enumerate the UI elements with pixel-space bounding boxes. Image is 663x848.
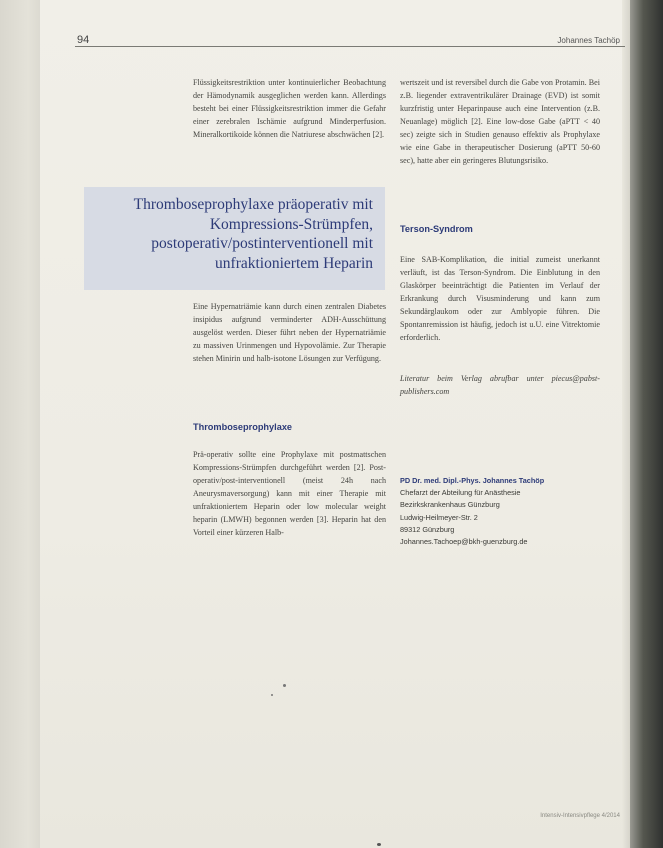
paragraph-text: Eine Hypernatriämie kann durch einen zentralen Diabetes insipidus aufgrund verminderter ADH-Ausschüttung ausgelöst werden. Dieser führt neben der Hypernatriämie zu massiven Urinmengen und Hypovolämie. Zur Therapie stehen Minirin und halb-isotone Lösungen zur Verfügung. (193, 302, 386, 363)
paragraph-thromboseprophylaxe (193, 448, 386, 539)
callout-title: Thromboseprophylaxe präoperativ mit Kompressions-Strümpfen, postoperativ/postinterventionell mit unfraktioniertem Heparin (133, 196, 373, 272)
callout-box (84, 187, 385, 290)
scan-speck (283, 684, 286, 687)
running-head: Johannes Tachöp (557, 36, 620, 45)
paragraph-terson (400, 253, 600, 344)
paragraph-heparin-continued (400, 76, 600, 167)
header-rule (75, 46, 625, 47)
literature-note (400, 372, 600, 398)
author-line: Ludwig-Heilmeyer-Str. 2 (400, 512, 478, 522)
scan-speck (377, 843, 381, 846)
author-line: Bezirkskrankenhaus Günzburg (400, 500, 500, 510)
author-block (400, 475, 605, 548)
footer-journal: Intensiv-Intensivpflege 4/2014 (540, 813, 620, 819)
literature-text: Literatur beim Verlag abrufbar unter piecus@pabst-publishers.com (400, 374, 600, 396)
book-gutter (630, 0, 663, 848)
paragraph-text: Prä-operativ sollte eine Prophylaxe mit postmattschen Kompressions-Strümpfen durchgeführt werden [2]. Post-operativ/post-interventionell (meist 24h nach Aneurysmaversorgung) kann mit einer Therapie mit unfraktioniertem Heparin oder low molecular weight heparin (LMWH) begonnen werden [3]. Heparin hat den Vorteil einer kürzeren Halb- (193, 450, 386, 537)
paragraph-text: Flüssigkeitsrestriktion unter kontinuierlicher Beobachtung der Hämodynamik ausgeglichen werden kann. Allerdings besteht bei einer Flüssigkeitsrestriktion immer die Gefahr einer zerebralen Ischämie aufgrund Minderperfusion. Mineralkortikoide können die Natriurese abschwächen [2]. (193, 78, 386, 139)
paragraph-text: wertszeit und ist reversibel durch die Gabe von Protamin. Bei z.B. liegender extraventrikulärer Drainage (EVD) ist somit kurzfristig unter Heparinpause auch eine Intervention (z.B. Neuanlage) möglich [2]. Eine low-dose Gabe (aPTT < 40 sec) zeigte sich in Studien genauso effektiv als Prophylaxe wie eine Gabe in therapeutischer Dosierung (aPTT 50-60 sec), hatte aber ein geringeres Blutungsrisiko. (400, 78, 600, 165)
paragraph-text: Eine SAB-Komplikation, die initial zumeist unerkannt verläuft, ist das Terson-Syndrom. Die Einblutung in den Glaskörper beeinträchtigt die Patienten im Verlauf der Erkrankung durch Visusminderung und kann zum Sekundärglaukom oder zur Amblyopie führen. Die Spontanremission ist häufig, jedoch ist u.U. eine Vitrektomie erforderlich. (400, 255, 600, 342)
subheading-terson-syndrom: Terson-Syndrom (400, 224, 473, 234)
paragraph-fluid-restriction (193, 76, 386, 141)
author-email: Johannes.Tachoep@bkh-guenzburg.de (400, 537, 528, 547)
paragraph-hypernatremia (193, 300, 386, 365)
author-line: 89312 Günzburg (400, 524, 455, 534)
author-name: PD Dr. med. Dipl.-Phys. Johannes Tachöp (400, 476, 545, 485)
page-number: 94 (77, 34, 90, 46)
page-edge (622, 0, 630, 848)
scan-speck (271, 694, 273, 696)
author-line: Chefarzt der Abteilung für Anästhesie (400, 488, 521, 498)
subheading-thromboseprophylaxe: Thromboseprophylaxe (193, 422, 293, 432)
scan-left-margin (0, 0, 40, 848)
